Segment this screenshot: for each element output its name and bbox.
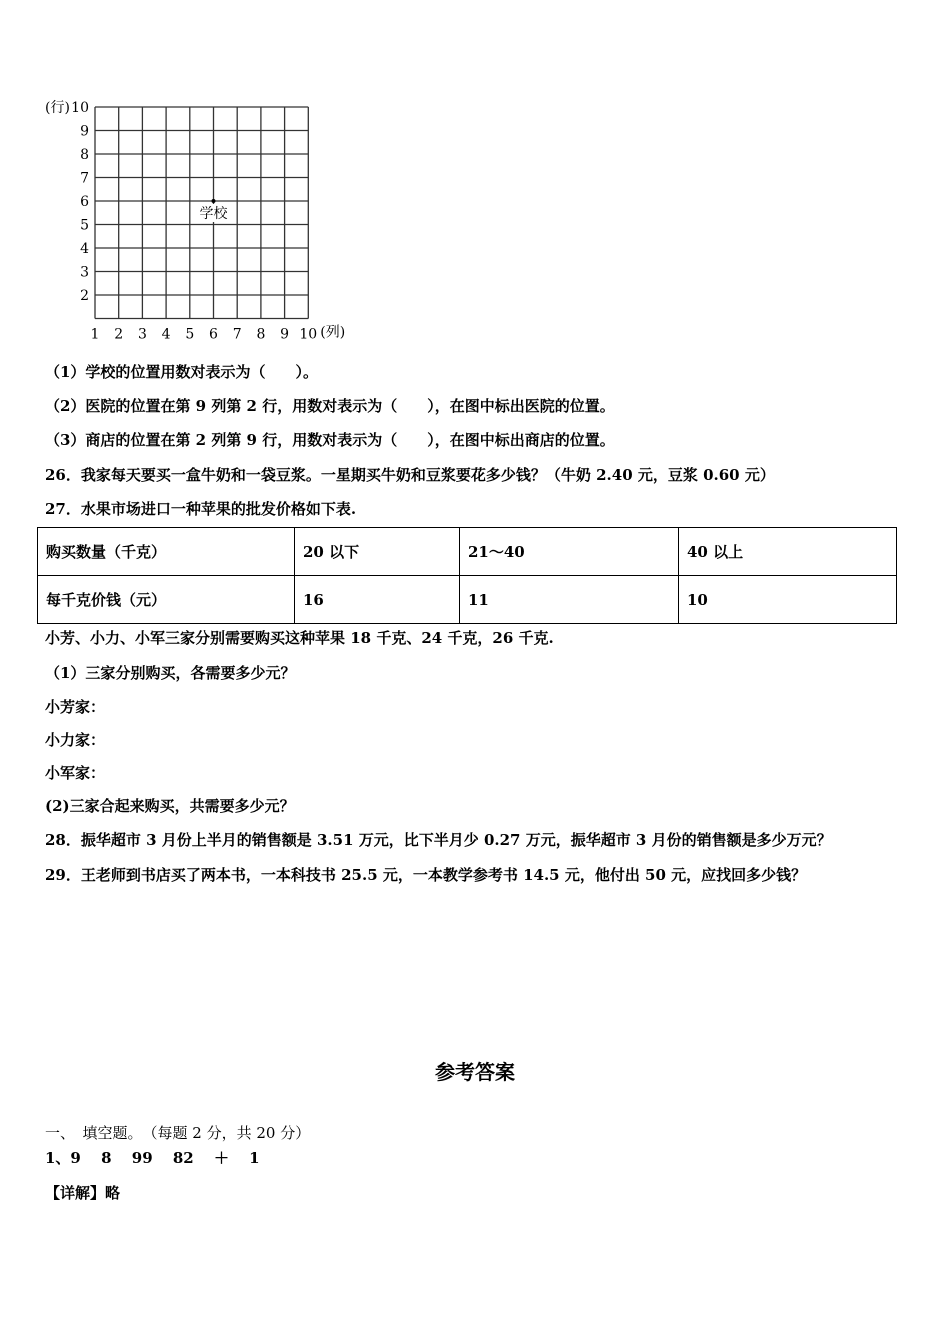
q27-line: 小芳家： [45, 698, 106, 716]
table-cell: 10 [679, 576, 897, 624]
row-tick-label: 10 [71, 100, 89, 116]
coordinate-grid [40, 95, 360, 345]
q25-part3: （3）商店的位置在第 2 列第 9 行，用数对表示为（ ），在图中标出商店的位置。 [45, 431, 615, 449]
q25-part2: （2）医院的位置在第 9 列第 2 行，用数对表示为（ ），在图中标出医院的位置。 [45, 397, 615, 415]
col-tick-label: 3 [137, 326, 147, 343]
col-axis-label: (列) [320, 324, 346, 341]
table-row [38, 528, 897, 576]
q27-line: 小军家： [45, 764, 106, 782]
col-tick-label: 2 [114, 326, 124, 343]
q27-line: （1）三家分别购买，各需要多少元？ [45, 664, 296, 682]
question-26: 26．我家每天要买一盒牛奶和一袋豆浆。一星期买牛奶和豆浆要花多少钱？（牛奶 2.40 元，豆浆 0.60 元） [45, 466, 775, 484]
q27-line: 小芳、小力、小军三家分别需要购买这种苹果 18 千克、24 千克，26 千克. [45, 629, 554, 647]
col-tick-label: 9 [280, 326, 290, 343]
col-tick-label: 1 [90, 326, 100, 343]
question-28: 28．振华超市 3 月份上半月的销售额是 3.51 万元，比下半月少 0.27 万元，振华超市 3 月份的销售额是多少万元？ [45, 831, 832, 849]
table-cell: 40 以上 [679, 528, 897, 576]
row-tick-label: 2 [80, 288, 89, 304]
answers-section: 一、 填空题。 （每题 2 分，共 20 分） [45, 1124, 311, 1142]
row-tick-label: 8 [80, 147, 89, 163]
q27-line: 小力家： [45, 731, 106, 749]
answer-detail: 【详解】略 [45, 1184, 121, 1202]
row-tick-label: 9 [80, 123, 89, 140]
q27-line: (2)三家合起来购买，共需要多少元？ [45, 797, 295, 815]
col-tick-label: 5 [185, 326, 195, 343]
col-tick-label: 4 [161, 326, 171, 343]
row-tick-label: 3 [80, 264, 89, 281]
table-cell: 16 [295, 576, 460, 624]
col-tick-label: 7 [232, 326, 242, 343]
col-tick-label: 10 [299, 326, 318, 343]
q25-part1: （1）学校的位置用数对表示为（ ）。 [45, 363, 318, 381]
col-tick-label: 6 [209, 326, 218, 343]
question-29: 29．王老师到书店买了两本书，一本科技书 25.5 元，一本教学参考书 14.5 元，他付出 50 元，应找回多少钱？ [45, 866, 807, 884]
row-tick-label: 6 [80, 194, 89, 210]
answer-1: 1、9 8 99 82 ＋ 1 [45, 1149, 260, 1167]
row-axis-label: (行) [45, 100, 70, 116]
table-row [38, 576, 897, 624]
answers-title: 参考答案 [435, 1060, 515, 1084]
table-cell: 购买数量（千克） [38, 528, 295, 576]
table-cell: 每千克价钱（元） [38, 576, 295, 624]
school-label: 学校 [199, 206, 228, 222]
table-cell: 11 [460, 576, 679, 624]
col-tick-label: 8 [256, 326, 266, 343]
row-tick-label: 7 [80, 170, 89, 187]
school-point [212, 199, 216, 203]
table-cell: 21～40 [460, 528, 679, 576]
table-cell: 20 以下 [295, 528, 460, 576]
price-table [37, 527, 897, 624]
question-27-intro: 27．水果市场进口一种苹果的批发价格如下表. [45, 500, 357, 518]
row-tick-label: 4 [80, 241, 89, 257]
row-tick-label: 5 [80, 217, 89, 234]
